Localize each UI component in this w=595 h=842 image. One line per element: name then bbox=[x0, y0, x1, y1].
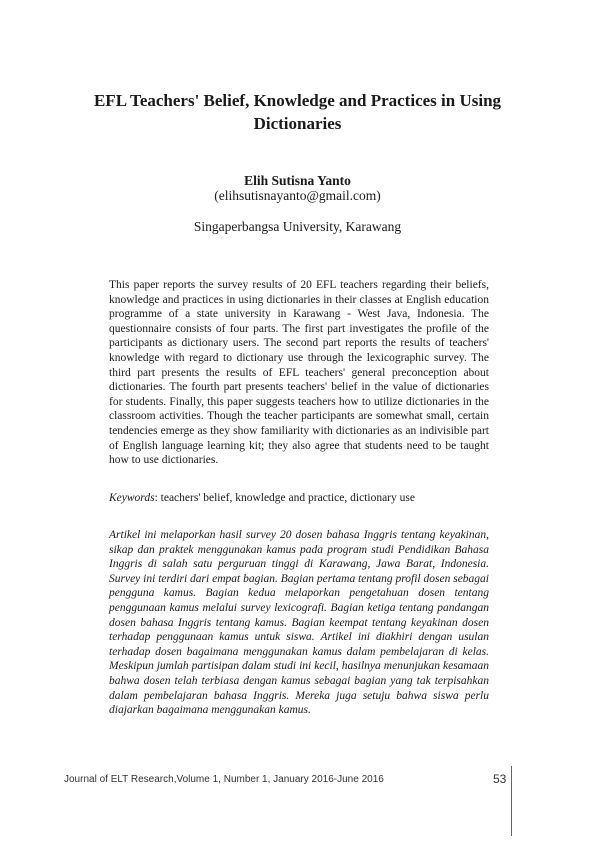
footer-vertical-rule bbox=[511, 766, 512, 836]
author-name: Elih Sutisna Yanto bbox=[244, 173, 351, 188]
keywords-line bbox=[109, 491, 489, 505]
page-number: 53 bbox=[493, 772, 507, 786]
author-email: (elihsutisnayanto@gmail.com) bbox=[214, 188, 381, 203]
author-affiliation: Singaperbangsa University, Karawang bbox=[193, 219, 402, 234]
keywords-list: : teachers' belief, knowledge and practice, dictionary use bbox=[154, 492, 415, 504]
abstract-english: This paper reports the survey results of 20 EFL teachers regarding their beliefs, knowledge and practices in using dictionaries in their classes at English education programme of a state university in Karawang - West Java, Indonesia. The questionnaire consists of four parts. The first part investigates the profile of the participants as dictionary users. The second part reports the results of teachers' knowledge with regard to dictionary use through the lexicographic survey. The third part presents the results of EFL teachers' general preconception about dictionaries. The fourth part presents teachers' belief in the value of dictionaries for students. Finally, this paper suggests teachers how to utilize dictionaries in the classroom activities. Though the teacher participants are somewhat small, certain tendencies emerge as they show familiarity with dictionaries as an indivisible part of English language learning kit; they also agree that students need to be taught how to use dictionaries. bbox=[109, 279, 489, 467]
paper-title: EFL Teachers' Belief, Knowledge and Practices in Using Dictionaries bbox=[93, 91, 502, 133]
abstract-indonesian: Artikel ini melaporkan hasil survey 20 dosen bahasa Inggris tentang keyakinan, sikap dan praktek menggunakan kamus pada program studi Pendidikan Bahasa Inggris di salah satu perguruan tinggi di Karawang, Jawa Barat, Indonesia. Survey ini terdiri dari empat bagian. Bagian pertama tentang profil dosen sebagai pengguna kamus. Bagian kedua melaporkan pengetahuan dosen tentang penggunaan kamus melalui survey lexicografi. Bagian ketiga tentang pandangan dosen bahasa Inggris tentang kamus. Bagian keempat tentang keyakinan dosen terhadap penggunaan kamus untuk siswa. Artikel ini diakhiri dengan usulan terhadap dosen bagaimana menggunakan kamus dalam pembelajaran di kelas. Meskipun jumlah partisipan dalam studi ini kecil, hasilnya menunjukan kesamaan bahwa dosen telah terbiasa dengan kamus sebagai bagian yang tak terpisahkan dalam pembelajaran bahasa Inggris. Mereka juga setuju bahwa siswa perlu diajarkan bagaimana menggunakan kamus. bbox=[109, 529, 489, 717]
keywords-label: Keywords bbox=[109, 492, 155, 504]
journal-citation: Journal of ELT Research,Volume 1, Number 1, January 2016-June 2016 bbox=[64, 774, 384, 785]
